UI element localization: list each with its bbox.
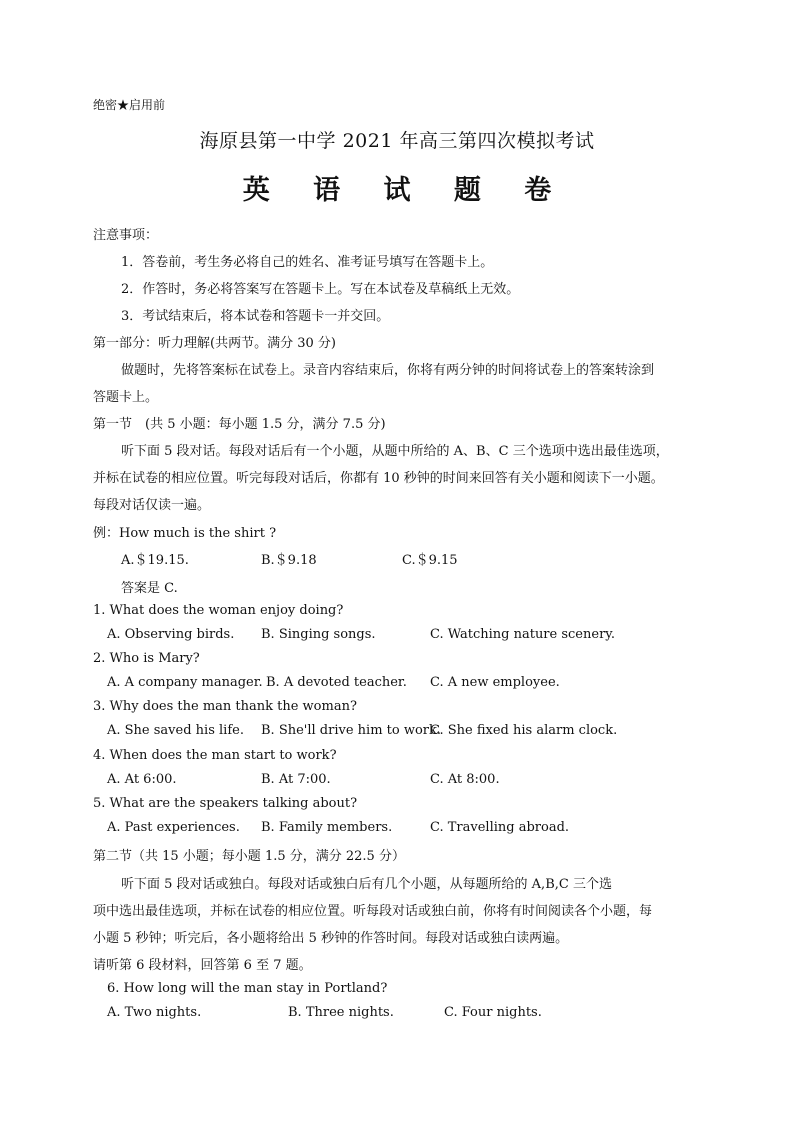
part1-intro: 做题时，先将答案标在试卷上。录音内容结束后，你将有两分钟的时间将试卷上的答案转涂到 [121, 363, 655, 378]
example-answer: 答案是 C. [121, 581, 178, 596]
q5-option-b: B. Family members. [261, 820, 393, 835]
part1-heading: 第一部分：听力理解(共两节。满分 30 分) [93, 336, 336, 351]
part1-intro: 答题卡上。 [93, 390, 159, 405]
section1-instructions: 并标在试卷的相应位置。听完每段对话后，你都有 10 秒钟的时间来回答有关小题和阅读下一小题。 [93, 471, 664, 486]
material-instruction: 请听第 6 段材料，回答第 6 至 7 题。 [93, 958, 312, 973]
q6-option-c: C. Four nights. [444, 1005, 542, 1020]
section2-instructions: 项中选出最佳选项，并标在试卷的相应位置。听每段对话或独白前，你将有时间阅读各个小题，每 [93, 904, 653, 919]
question-2: 2. Who is Mary? [93, 651, 200, 666]
q4-option-c: C. At 8:00. [430, 772, 500, 787]
q6-option-a: A. Two nights. [107, 1005, 202, 1020]
q5-option-c: C. Travelling abroad. [430, 820, 570, 835]
section1-heading: 第一节 (共 5 小题：每小题 1.5 分，满分 7.5 分) [93, 417, 386, 432]
section2-heading: 第二节（共 15 小题；每小题 1.5 分，满分 22.5 分） [93, 849, 405, 864]
q3-option-c: C. She fixed his alarm clock. [430, 723, 618, 738]
section2-instructions: 听下面 5 段对话或独白。每段对话或独白后有几个小题，从每题所给的 A,B,C 三个选 [121, 877, 612, 892]
q4-option-a: A. At 6:00. [107, 772, 177, 787]
section1-instructions: 听下面 5 段对话。每段对话后有一个小题，从题中所给的 A、B、C 三个选项中选出最佳选项， [121, 444, 669, 459]
question-1: 1. What does the woman enjoy doing? [93, 603, 344, 618]
example-question: 例：How much is the shirt ? [93, 526, 277, 541]
notice-item: 3．考试结束后，将本试卷和答题卡一并交回。 [121, 309, 390, 324]
question-5: 5. What are the speakers talking about? [93, 796, 358, 811]
q2-option-c: C. A new employee. [430, 675, 560, 690]
q2-option-b: B. A devoted teacher. [266, 675, 407, 690]
example-option-b: B.＄9.18 [261, 553, 317, 568]
notice-item: 2．作答时，务必将答案写在答题卡上。写在本试卷及草稿纸上无效。 [121, 282, 520, 297]
q1-option-c: C. Watching nature scenery. [430, 627, 616, 642]
example-option-a: A.＄19.15. [121, 553, 189, 568]
question-3: 3. Why does the man thank the woman? [93, 699, 357, 714]
q5-option-a: A. Past experiences. [107, 820, 240, 835]
notice-title: 注意事项： [93, 228, 159, 243]
notice-item: 1．答卷前，考生务必将自己的姓名、准考证号填写在答题卡上。 [121, 255, 494, 270]
section2-instructions: 小题 5 秒钟；听完后，各小题将给出 5 秒钟的作答时间。每段对话或独白读两遍。 [93, 931, 569, 946]
q1-option-b: B. Singing songs. [261, 627, 376, 642]
subject-title: 英 语 试 题 卷 [242, 175, 569, 206]
question-6: 6. How long will the man stay in Portland? [107, 981, 388, 996]
example-option-c: C.＄9.15 [402, 553, 458, 568]
q3-option-b: B. She'll drive him to work. [261, 723, 442, 738]
q6-option-b: B. Three nights. [288, 1005, 394, 1020]
q3-option-a: A. She saved his life. [107, 723, 244, 738]
q4-option-b: B. At 7:00. [261, 772, 331, 787]
exam-title: 海原县第一中学 2021 年高三第四次模拟考试 [199, 130, 595, 152]
question-4: 4. When does the man start to work? [93, 748, 337, 763]
section1-instructions: 每段对话仅读一遍。 [93, 498, 211, 513]
q1-option-a: A. Observing birds. [107, 627, 235, 642]
confidential-label: 绝密★启用前 [93, 98, 166, 112]
q2-option-a: A. A company manager. [107, 675, 263, 690]
